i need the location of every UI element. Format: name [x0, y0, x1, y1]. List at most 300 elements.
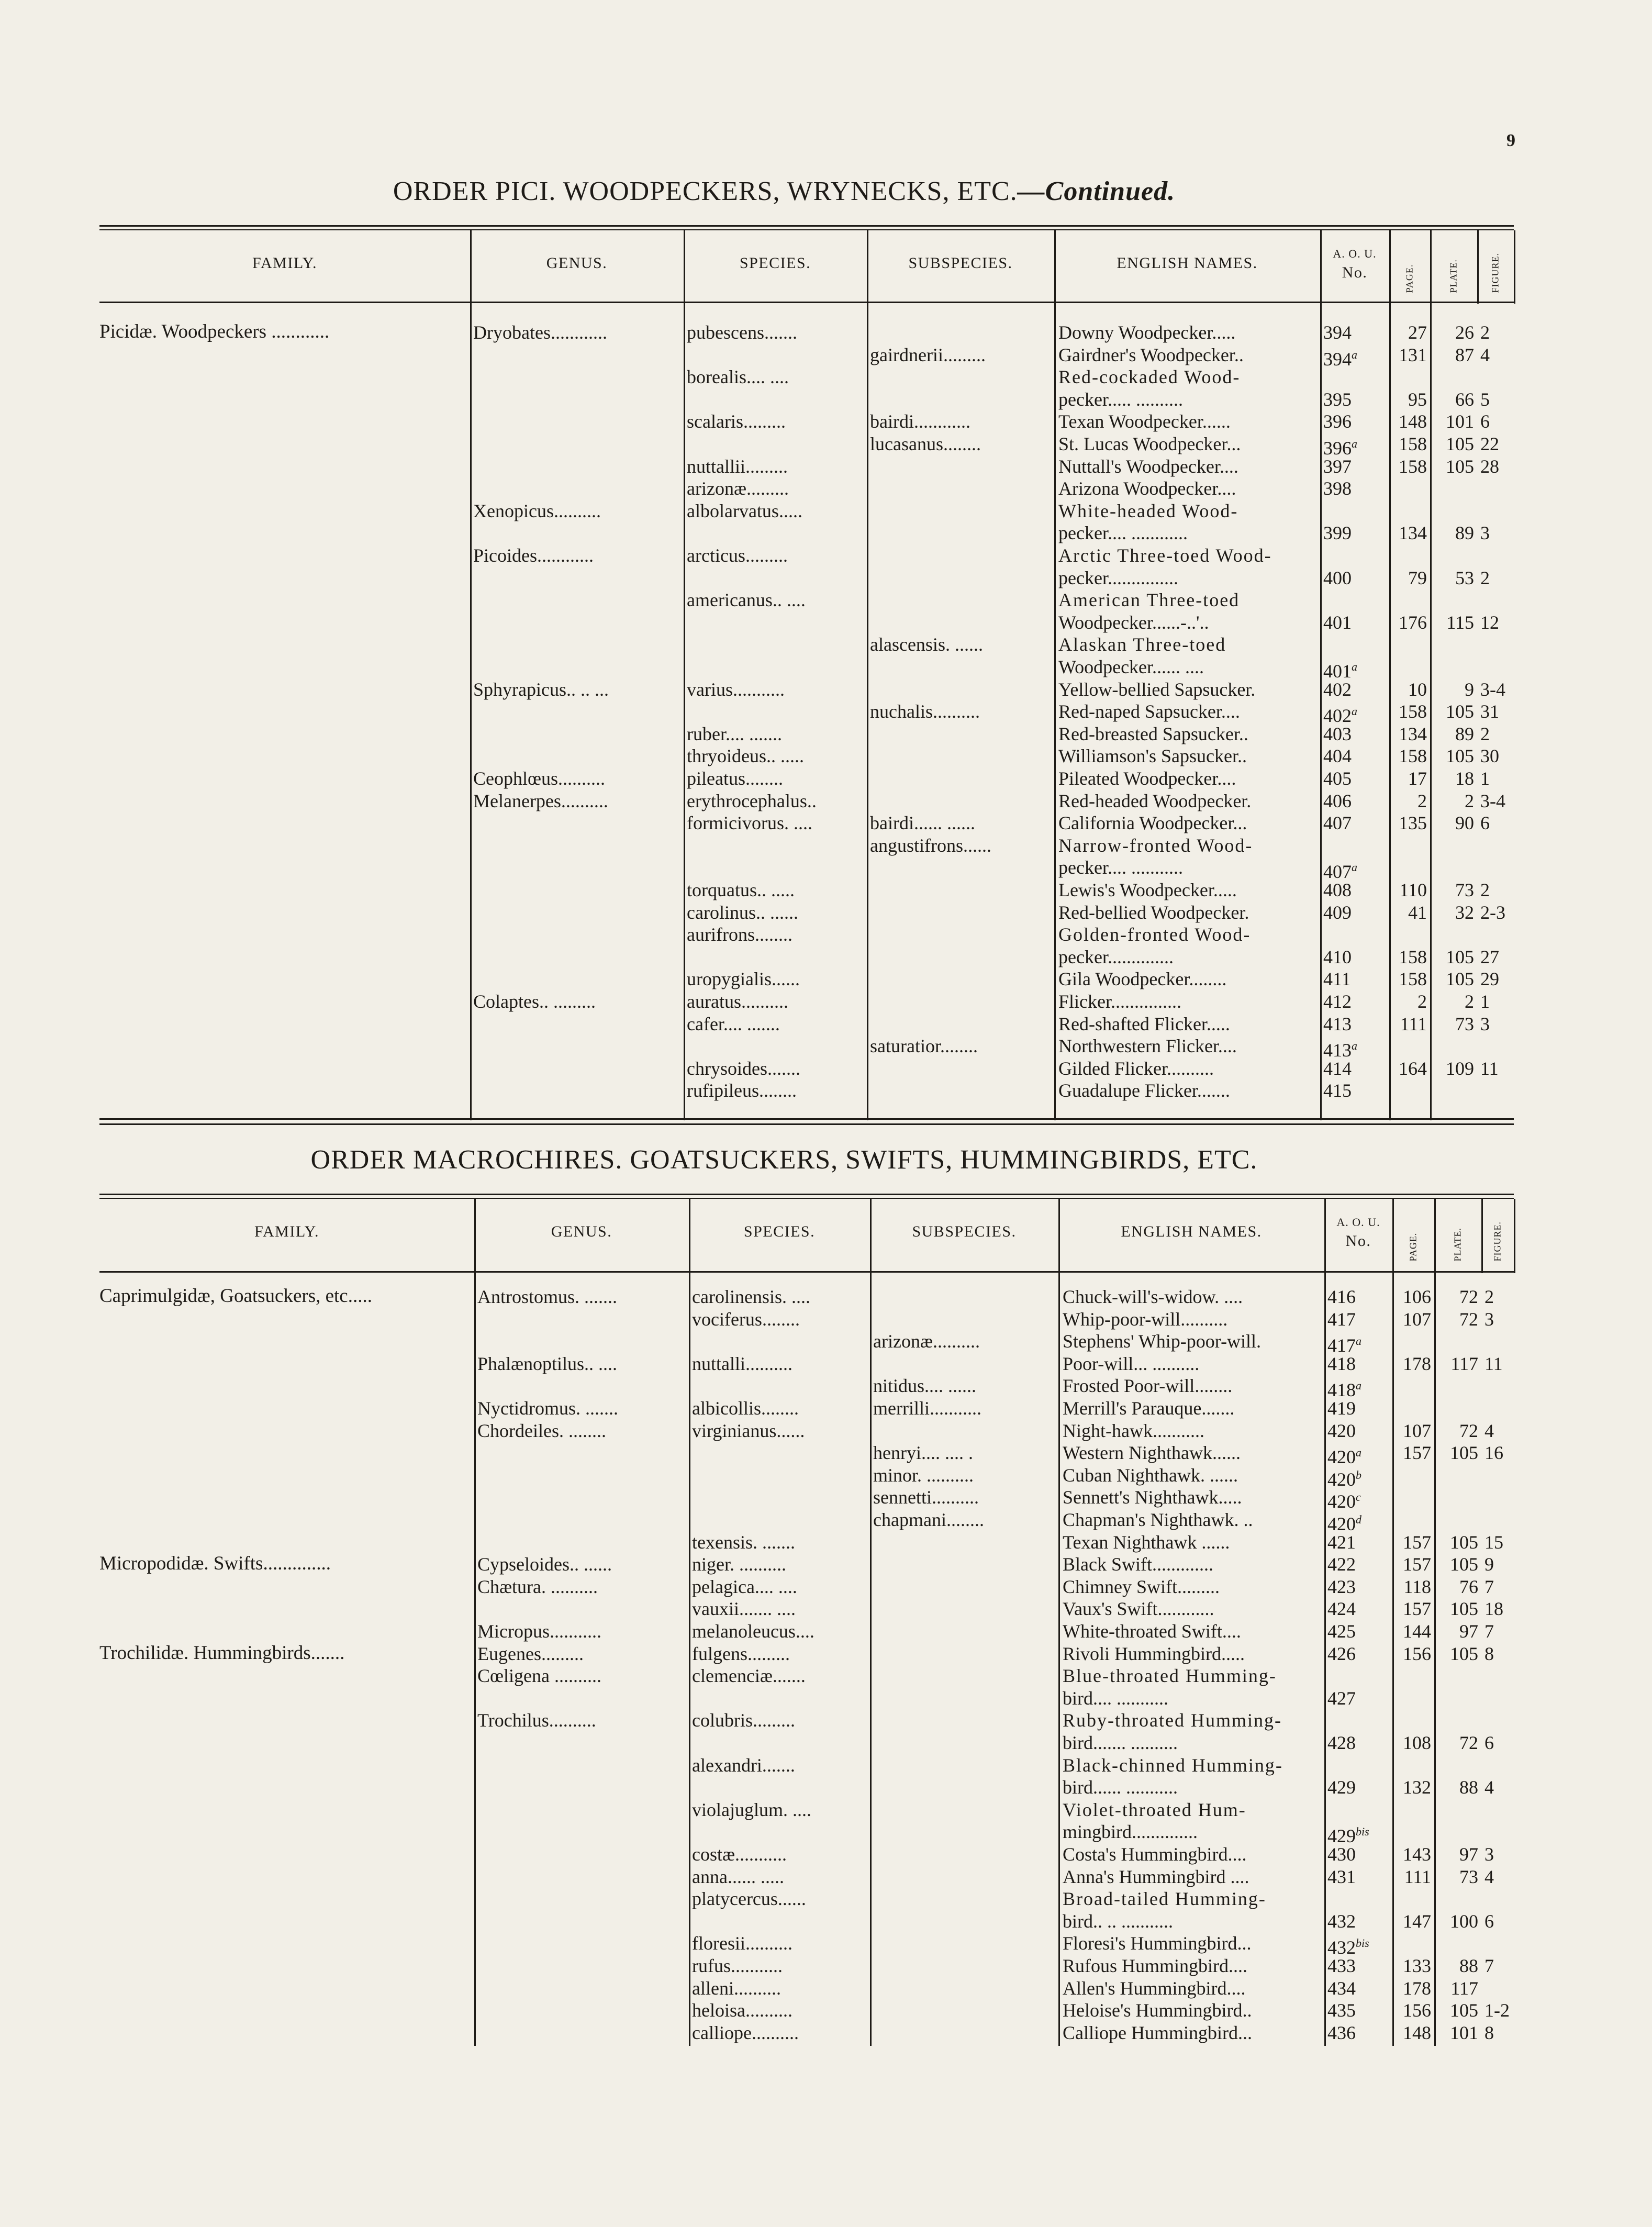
cell-page: 132: [1403, 1777, 1431, 1798]
cell-english: Narrow-fronted Wood-: [1058, 834, 1253, 856]
cell-plate: 73: [1455, 879, 1474, 900]
column-line: [1514, 230, 1515, 304]
cell-page: 178: [1403, 1977, 1431, 1999]
cell-english: American Three-toed: [1058, 589, 1240, 611]
cell-plate: 105: [1450, 2000, 1478, 2021]
aou-suffix: a: [1356, 1379, 1361, 1393]
cell-aou: 417$^a$: [1327, 1334, 1361, 1356]
cell-english: Guadalupe Flicker.......: [1058, 1080, 1230, 1101]
header-aou-no: No.: [1342, 264, 1368, 281]
cell-aou: 418$^a$: [1327, 1379, 1361, 1401]
aou-suffix: bis: [1356, 1936, 1369, 1950]
cell-english: Violet-throated Hum-: [1063, 1799, 1246, 1820]
cell-page: 164: [1399, 1057, 1427, 1079]
cell-english: Williamson's Sapsucker..: [1058, 745, 1247, 767]
cell-english: Chimney Swift.........: [1063, 1576, 1220, 1597]
cell-english: Costa's Hummingbird....: [1063, 1844, 1247, 1865]
cell-species: violajuglum. ....: [692, 1799, 811, 1820]
cell-aou: 406: [1323, 790, 1352, 811]
cell-english: Merrill's Parauque.......: [1063, 1398, 1235, 1419]
header-genus: GENUS.: [546, 254, 608, 272]
cell-figure: 3-4: [1480, 678, 1505, 700]
cell-english: White-throated Swift....: [1063, 1621, 1241, 1642]
cell-aou: 431: [1327, 1866, 1356, 1887]
cell-aou: 411: [1323, 968, 1351, 990]
cell-page: 41: [1408, 901, 1427, 923]
cell-english: Texan Nighthawk ......: [1063, 1531, 1230, 1553]
cell-english: Golden-fronted Wood-: [1058, 924, 1251, 945]
header-aou-top: A. O. U.: [1333, 247, 1377, 260]
aou-suffix: a: [1352, 1039, 1357, 1053]
header-figure: FIGURE.: [1490, 252, 1501, 293]
cell-english: Arctic Three-toed Wood-: [1058, 545, 1272, 566]
cell-figure: 16: [1484, 1442, 1503, 1464]
cell-species: varius...........: [687, 678, 785, 700]
cell-plate: 105: [1446, 701, 1474, 722]
cell-species: anna...... .....: [692, 1866, 784, 1887]
cell-species: torquatus.. .....: [687, 879, 795, 900]
cell-plate: 72: [1459, 1308, 1478, 1330]
cell-page: 133: [1403, 1955, 1431, 1976]
cell-figure: 4: [1484, 1777, 1494, 1798]
header-page: PAGE.: [1408, 1232, 1419, 1262]
cell-english: Woodpecker...... ....: [1058, 656, 1204, 677]
cell-aou: 419: [1327, 1398, 1356, 1419]
cell-aou: 409: [1323, 901, 1352, 923]
cell-species: rufipileus........: [687, 1080, 797, 1101]
cell-figure: 18: [1484, 1598, 1503, 1620]
cell-species: vauxii....... ....: [692, 1598, 796, 1620]
cell-page: 134: [1399, 723, 1427, 744]
table-top-rule: [99, 1194, 1514, 1195]
cell-genus: Melanerpes..........: [473, 790, 608, 811]
cell-aou: 420$^c$: [1327, 1490, 1361, 1512]
cell-figure: 3-4: [1480, 790, 1505, 811]
cell-genus: Ceophlœus..........: [473, 768, 605, 789]
section-1-title: [0, 176, 1610, 207]
cell-page: 147: [1403, 1910, 1431, 1932]
cell-plate: 105: [1450, 1643, 1478, 1664]
cell-plate: 105: [1450, 1442, 1478, 1464]
column-line: [1477, 230, 1479, 304]
cell-figure: 7: [1484, 1621, 1494, 1642]
cell-figure: 3: [1480, 522, 1490, 544]
column-line: [474, 1199, 476, 2046]
cell-species: texensis. .......: [692, 1531, 795, 1553]
cell-plate: 100: [1450, 1910, 1478, 1932]
cell-species: nuttallii.........: [687, 455, 788, 477]
cell-english: Floresi's Hummingbird...: [1063, 1933, 1252, 1954]
aou-suffix: b: [1356, 1468, 1361, 1482]
cell-species: vociferus........: [692, 1308, 800, 1330]
cell-aou: 414: [1323, 1057, 1352, 1079]
cell-subspecies: gairdnerii.........: [870, 344, 986, 365]
cell-subspecies: minor. ..........: [873, 1464, 974, 1486]
cell-species: virginianus......: [692, 1420, 805, 1441]
cell-figure: 4: [1484, 1420, 1494, 1441]
cell-figure: 3: [1484, 1308, 1494, 1330]
cell-aou: 418: [1327, 1353, 1356, 1374]
cell-aou: 434: [1327, 1977, 1356, 1999]
cell-english: pecker..... ..........: [1058, 388, 1183, 410]
cell-figure: 6: [1480, 411, 1490, 432]
header-plate: PLATE.: [1452, 1228, 1463, 1262]
cell-page: 157: [1403, 1531, 1431, 1553]
section-2-title-main: ORDER MACROCHIRES. GOATSUCKERS, SWIFTS, HUMMINGBIRDS, ETC.: [310, 1145, 1258, 1175]
aou-suffix: a: [1352, 705, 1357, 718]
cell-figure: 12: [1480, 611, 1499, 633]
cell-subspecies: arizonæ..........: [873, 1331, 980, 1352]
cell-plate: 105: [1446, 968, 1474, 990]
family-label: Picidæ. Woodpeckers ............: [99, 321, 330, 342]
cell-english: Black Swift.............: [1063, 1554, 1213, 1575]
cell-page: 131: [1399, 344, 1427, 365]
cell-species: colubris.........: [692, 1710, 795, 1731]
cell-figure: 8: [1484, 2022, 1494, 2043]
cell-aou: 403: [1323, 723, 1352, 744]
cell-species: pileatus........: [687, 768, 783, 789]
cell-genus: Sphyrapicus.. .. ...: [473, 678, 609, 700]
cell-plate: 105: [1450, 1598, 1478, 1620]
column-line: [689, 1199, 690, 2046]
cell-genus: Cypseloides.. ......: [477, 1554, 612, 1575]
header-rule: [99, 302, 1514, 303]
cell-english: Allen's Hummingbird....: [1063, 1977, 1246, 1999]
cell-figure: 30: [1480, 745, 1499, 767]
cell-species: rufus...........: [692, 1955, 783, 1976]
cell-aou: 398: [1323, 478, 1352, 499]
cell-figure: 2: [1480, 879, 1490, 900]
cell-page: 144: [1403, 1621, 1431, 1642]
header-subspecies: SUBSPECIES.: [908, 254, 1013, 272]
cell-english: Arizona Woodpecker....: [1058, 478, 1236, 499]
cell-species: platycercus......: [692, 1888, 806, 1910]
cell-subspecies: nitidus.... ......: [873, 1375, 977, 1397]
cell-page: 156: [1403, 2000, 1431, 2021]
cell-figure: 29: [1480, 968, 1499, 990]
cell-page: 17: [1408, 768, 1427, 789]
cell-english: bird...... ...........: [1063, 1777, 1178, 1798]
cell-plate: 87: [1455, 344, 1474, 365]
cell-species: pubescens.......: [687, 322, 797, 343]
cell-aou: 427: [1327, 1687, 1356, 1709]
cell-aou: 413: [1323, 1013, 1352, 1034]
cell-figure: 4: [1480, 344, 1490, 365]
cell-figure: 5: [1480, 388, 1490, 410]
cell-figure: 6: [1484, 1910, 1494, 1932]
table-bottom-rule: [99, 1123, 1514, 1125]
cell-english: California Woodpecker...: [1058, 812, 1247, 834]
cell-species: carolinus.. ......: [687, 901, 798, 923]
cell-plate: 2: [1465, 790, 1474, 811]
cell-english: mingbird..............: [1063, 1821, 1198, 1843]
column-line: [1514, 1199, 1515, 1273]
cell-species: arcticus.........: [687, 545, 788, 566]
cell-aou: $432^{bis}$: [1327, 1936, 1369, 1958]
section-1-title-main: ORDER PICI. WOODPECKERS, WRYNECKS, ETC.: [393, 176, 1018, 206]
cell-english: Stephens' Whip-poor-will.: [1063, 1331, 1262, 1352]
cell-english: Downy Woodpecker.....: [1058, 322, 1236, 343]
cell-subspecies: angustifrons......: [870, 834, 991, 856]
cell-english: Black-chinned Humming-: [1063, 1754, 1283, 1776]
cell-english: Broad-tailed Humming-: [1063, 1888, 1266, 1910]
cell-page: 95: [1408, 388, 1427, 410]
cell-species: albicollis........: [692, 1398, 799, 1419]
cell-genus: Phalænoptilus.. ....: [477, 1353, 618, 1374]
cell-subspecies: sennetti..........: [873, 1487, 979, 1508]
cell-aou: 397: [1323, 455, 1352, 477]
cell-aou: 396: [1323, 411, 1352, 432]
cell-english: Pileated Woodpecker....: [1058, 768, 1236, 789]
cell-page: 107: [1403, 1308, 1431, 1330]
cell-english: Western Nighthawk......: [1063, 1442, 1241, 1464]
cell-figure: 1: [1480, 768, 1490, 789]
header-aou-top: A. O. U.: [1336, 1216, 1380, 1229]
cell-species: alleni..........: [692, 1977, 781, 1999]
cell-figure: 7: [1484, 1576, 1494, 1597]
cell-english: Vaux's Swift............: [1063, 1598, 1214, 1620]
cell-species: costæ...........: [692, 1844, 787, 1865]
cell-aou: 420$^a$: [1327, 1446, 1361, 1468]
cell-aou: 428: [1327, 1732, 1356, 1753]
cell-english: bird....... ..........: [1063, 1732, 1178, 1753]
cell-subspecies: chapmani........: [873, 1509, 984, 1530]
cell-plate: 26: [1455, 322, 1474, 343]
section-1-title-suffix: —Continued.: [1017, 176, 1176, 206]
cell-figure: 11: [1484, 1353, 1503, 1374]
cell-species: alexandri.......: [692, 1754, 795, 1776]
column-line: [470, 230, 472, 1120]
cell-species: formicivorus. ....: [687, 812, 812, 834]
cell-plate: 72: [1459, 1286, 1478, 1307]
cell-species: fulgens.........: [692, 1643, 790, 1664]
cell-aou: 436: [1327, 2022, 1356, 2043]
cell-figure: 2: [1484, 1286, 1494, 1307]
header-family: FAMILY.: [254, 1223, 319, 1240]
cell-english: Anna's Hummingbird ....: [1063, 1866, 1249, 1887]
cell-aou: 401: [1323, 611, 1352, 633]
cell-species: niger. ..........: [692, 1554, 786, 1575]
cell-plate: 105: [1446, 745, 1474, 767]
aou-suffix: a: [1356, 1334, 1361, 1348]
cell-plate: 76: [1459, 1576, 1478, 1597]
cell-english: Yellow-bellied Sapsucker.: [1058, 678, 1256, 700]
cell-plate: 117: [1450, 1353, 1478, 1374]
aou-suffix: a: [1352, 861, 1357, 874]
cell-plate: 90: [1455, 812, 1474, 834]
cell-english: Calliope Hummingbird...: [1063, 2022, 1252, 2043]
cell-english: pecker..............: [1058, 946, 1174, 967]
header-species: SPECIES.: [739, 254, 811, 272]
cell-figure: 8: [1484, 1643, 1494, 1664]
cell-aou: 424: [1327, 1598, 1356, 1620]
cell-aou: 399: [1323, 522, 1352, 544]
cell-english: Heloise's Hummingbird..: [1063, 2000, 1252, 2021]
cell-plate: 89: [1455, 723, 1474, 744]
cell-english: Chuck-will's-widow. ....: [1063, 1286, 1243, 1307]
cell-species: floresii..........: [692, 1933, 792, 1954]
cell-plate: 105: [1446, 455, 1474, 477]
aou-suffix: a: [1352, 348, 1357, 361]
cell-figure: 2: [1480, 567, 1490, 588]
cell-species: chrysoides.......: [687, 1057, 800, 1079]
cell-species: aurifrons........: [687, 924, 792, 945]
cell-page: 108: [1403, 1732, 1431, 1753]
cell-plate: 97: [1459, 1844, 1478, 1865]
cell-subspecies: bairdi............: [870, 411, 970, 432]
cell-figure: 1: [1480, 991, 1490, 1012]
cell-page: 178: [1403, 1353, 1431, 1374]
cell-english: bird.. .. ...........: [1063, 1910, 1173, 1932]
cell-plate: 105: [1446, 946, 1474, 967]
family-label: Caprimulgidæ, Goatsuckers, etc.....: [99, 1285, 372, 1307]
cell-plate: 105: [1450, 1554, 1478, 1575]
cell-species: auratus..........: [687, 991, 788, 1012]
cell-genus: Chordeiles. ........: [477, 1420, 606, 1441]
cell-figure: 3: [1480, 1013, 1490, 1034]
cell-aou: 420$^d$: [1327, 1513, 1361, 1534]
cell-english: bird.... ...........: [1063, 1687, 1168, 1709]
aou-suffix: a: [1356, 1446, 1361, 1460]
header-plate: PLATE.: [1448, 259, 1459, 293]
cell-genus: Dryobates............: [473, 322, 607, 343]
cell-genus: Colaptes.. .........: [473, 991, 596, 1012]
cell-plate: 66: [1455, 388, 1474, 410]
aou-suffix: a: [1352, 437, 1357, 450]
cell-figure: 15: [1484, 1531, 1503, 1553]
cell-aou: $429^{bis}$: [1327, 1825, 1369, 1847]
table-bottom-rule: [99, 1118, 1514, 1120]
cell-page: 110: [1399, 879, 1427, 900]
column-line: [1058, 1199, 1060, 2046]
cell-aou: 401$^a$: [1323, 660, 1357, 682]
header-english: ENGLISH NAMES.: [1121, 1223, 1262, 1240]
cell-figure: 6: [1484, 1732, 1494, 1753]
table-top-rule: [99, 229, 1514, 230]
cell-figure: 11: [1480, 1057, 1499, 1079]
cell-figure: 4: [1484, 1866, 1494, 1887]
cell-page: 157: [1403, 1554, 1431, 1575]
cell-page: 148: [1403, 2022, 1431, 2043]
cell-genus: Micropus...........: [477, 1621, 601, 1642]
cell-english: Poor-will... ..........: [1063, 1353, 1200, 1374]
cell-figure: 3: [1484, 1844, 1494, 1865]
cell-species: thryoideus.. .....: [687, 745, 804, 767]
cell-page: 106: [1403, 1286, 1431, 1307]
cell-aou: 420: [1327, 1420, 1356, 1441]
cell-aou: 410: [1323, 946, 1352, 967]
cell-plate: 88: [1459, 1955, 1478, 1976]
cell-subspecies: alascensis. ......: [870, 634, 983, 655]
cell-english: Nuttall's Woodpecker....: [1058, 455, 1238, 477]
cell-english: Ruby-throated Humming-: [1063, 1710, 1282, 1731]
cell-english: Chapman's Nighthawk. ..: [1063, 1509, 1253, 1530]
cell-genus: Trochilus..........: [477, 1710, 596, 1731]
cell-aou: 407: [1323, 812, 1352, 834]
cell-species: albolarvatus.....: [687, 500, 802, 521]
cell-aou: 402$^a$: [1323, 705, 1357, 727]
cell-aou: 417: [1327, 1308, 1356, 1330]
cell-plate: 72: [1459, 1420, 1478, 1441]
cell-aou: 394$^a$: [1323, 348, 1357, 370]
cell-page: 158: [1399, 455, 1427, 477]
cell-page: 79: [1408, 567, 1427, 588]
cell-subspecies: merrilli...........: [873, 1398, 981, 1419]
column-line: [1481, 1199, 1483, 1273]
cell-aou: 421: [1327, 1531, 1356, 1553]
cell-page: 176: [1399, 611, 1427, 633]
cell-plate: 117: [1450, 1977, 1478, 1999]
cell-english: White-headed Wood-: [1058, 500, 1238, 521]
family-label: Micropodidæ. Swifts..............: [99, 1553, 331, 1575]
cell-english: Rufous Hummingbird....: [1063, 1955, 1248, 1976]
cell-aou: 435: [1327, 2000, 1356, 2021]
cell-species: clemenciæ.......: [692, 1665, 806, 1687]
cell-aou: 412: [1323, 991, 1352, 1012]
cell-english: Texan Woodpecker......: [1058, 411, 1231, 432]
cell-aou: 415: [1323, 1080, 1352, 1101]
cell-aou: 408: [1323, 879, 1352, 900]
cell-genus: Nyctidromus. .......: [477, 1398, 618, 1419]
cell-page: 157: [1403, 1442, 1431, 1464]
section-2-title: [0, 1144, 1610, 1175]
cell-figure: 27: [1480, 946, 1499, 967]
cell-page: 135: [1399, 812, 1427, 834]
cell-english: Red-shafted Flicker.....: [1058, 1013, 1230, 1034]
cell-species: nuttalli..........: [692, 1353, 792, 1374]
header-page: PAGE.: [1404, 264, 1415, 293]
cell-species: heloisa..........: [692, 2000, 792, 2021]
table-top-rule: [99, 225, 1514, 227]
cell-species: scalaris.........: [687, 411, 786, 432]
family-label: Trochilidæ. Hummingbirds.......: [99, 1642, 345, 1664]
cell-plate: 115: [1446, 611, 1474, 633]
cell-genus: Eugenes.........: [477, 1643, 584, 1664]
cell-english: Red-cockaded Wood-: [1058, 366, 1241, 388]
cell-page: 2: [1417, 991, 1427, 1012]
cell-page: 158: [1399, 968, 1427, 990]
cell-page: 107: [1403, 1420, 1431, 1441]
cell-plate: 105: [1446, 433, 1474, 454]
cell-plate: 18: [1455, 768, 1474, 789]
cell-species: calliope..........: [692, 2022, 799, 2043]
cell-english: Red-naped Sapsucker....: [1058, 701, 1240, 722]
cell-aou: 432: [1327, 1910, 1356, 1932]
cell-page: 134: [1399, 522, 1427, 544]
cell-page: 2: [1417, 790, 1427, 811]
cell-figure: 9: [1484, 1554, 1494, 1575]
column-line: [867, 230, 868, 1120]
cell-plate: 32: [1455, 901, 1474, 923]
cell-subspecies: bairdi...... ......: [870, 812, 975, 834]
aou-suffix: a: [1352, 660, 1357, 673]
cell-species: ruber.... .......: [687, 723, 782, 744]
header-subspecies: SUBSPECIES.: [912, 1223, 1017, 1240]
cell-page: 157: [1403, 1598, 1431, 1620]
column-line: [1054, 230, 1056, 1120]
cell-english: Cuban Nighthawk. ......: [1063, 1464, 1238, 1486]
cell-page: 143: [1403, 1844, 1431, 1865]
cell-figure: 2: [1480, 322, 1490, 343]
cell-species: erythrocephalus..: [687, 790, 817, 811]
cell-english: Lewis's Woodpecker.....: [1058, 879, 1237, 900]
cell-species: melanoleucus....: [692, 1621, 814, 1642]
cell-figure: 31: [1480, 701, 1499, 722]
cell-aou: 395: [1323, 388, 1352, 410]
aou-suffix: c: [1356, 1490, 1361, 1504]
cell-aou: 394: [1323, 322, 1352, 343]
cell-subspecies: saturatior........: [870, 1035, 978, 1057]
